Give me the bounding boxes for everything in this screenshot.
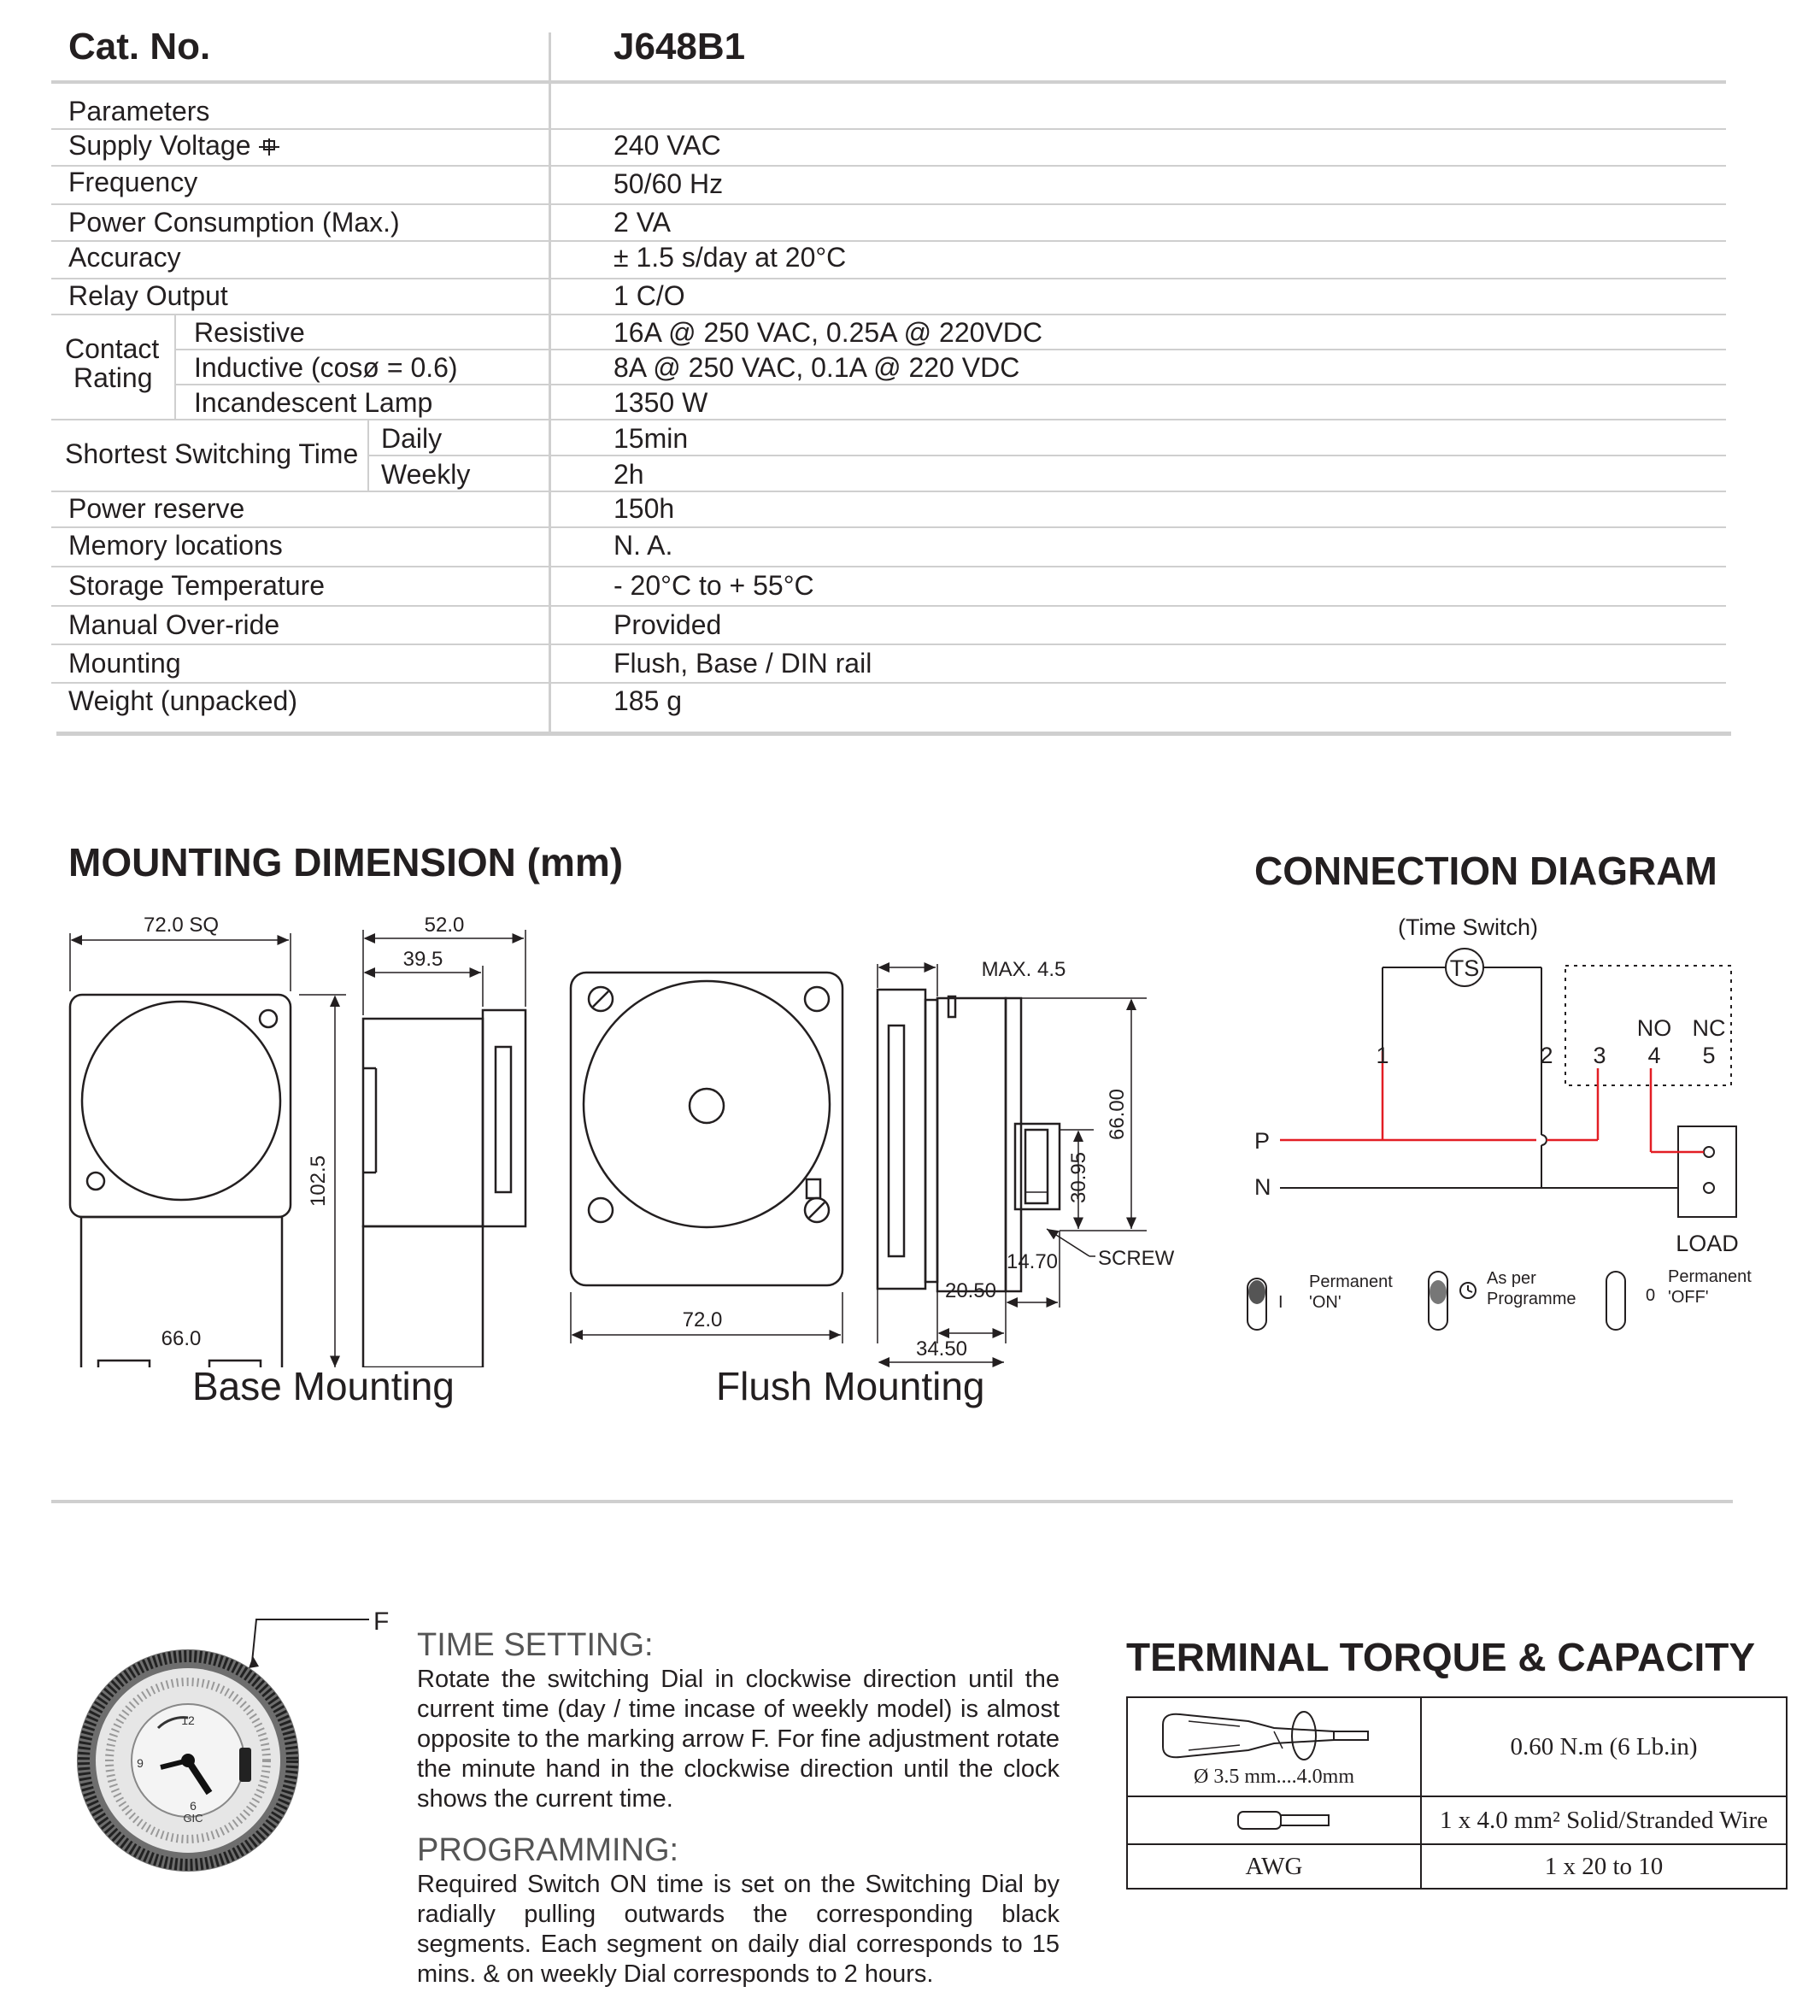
wire-icon (1214, 1807, 1334, 1833)
param-label: Weekly (381, 459, 471, 490)
load-label: LOAD (1676, 1231, 1739, 1256)
dim-72: 72.0 (682, 1308, 723, 1331)
row-rule (51, 314, 1726, 315)
wire-cell (1127, 1796, 1421, 1844)
param-value: 1 C/O (614, 280, 685, 311)
dim-66-00: 66.00 (1106, 1088, 1129, 1141)
param-label: Daily (381, 423, 443, 454)
row-rule (51, 278, 1726, 279)
switch-auto-icon (1430, 1280, 1447, 1304)
legend-off-text: 'OFF' (1668, 1288, 1709, 1307)
row-rule (51, 419, 1726, 420)
svg-text:9: 9 (137, 1756, 144, 1770)
legend-on-text: Permanent (1309, 1272, 1393, 1291)
legend-off-symbol: 0 (1646, 1286, 1656, 1305)
terminal-1: 1 (1376, 1043, 1389, 1068)
row-rule (51, 682, 1726, 684)
param-label: Memory locations (68, 530, 283, 561)
connection-title: CONNECTION DIAGRAM (1254, 849, 1717, 893)
param-label: Parameters (68, 96, 210, 126)
legend-auto-text: Programme (1487, 1290, 1576, 1308)
param-value: Flush, Base / DIN rail (614, 648, 872, 679)
param-label: Power reserve (68, 493, 245, 524)
flush-mounting-caption: Flush Mounting (716, 1364, 985, 1408)
param-label: Relay Output (68, 280, 228, 311)
row-rule (51, 644, 1726, 645)
dim-72sq: 72.0 SQ (143, 914, 220, 937)
row-rule (51, 491, 1726, 492)
param-value: 240 VAC (614, 130, 721, 161)
table-bottom-rule (56, 732, 1731, 736)
dim-102-5: 102.5 (307, 1155, 330, 1208)
dial-brand: GIC (183, 1812, 203, 1825)
awg-value: 1 x 20 to 10 (1421, 1844, 1787, 1889)
flush-dial-outline (584, 981, 830, 1227)
svg-text:12: 12 (181, 1713, 195, 1727)
terminal-4: 4 (1647, 1043, 1661, 1068)
dim-14-70: 14.70 (1006, 1250, 1059, 1273)
param-value: 2 VA (614, 207, 671, 238)
group-divider (174, 314, 176, 419)
param-label: Weight (unpacked) (68, 685, 297, 716)
dial-marker-f: F (373, 1608, 390, 1636)
cat-no-label: Cat. No. (68, 26, 211, 68)
header-rule (51, 80, 1726, 84)
row-rule (367, 455, 1726, 456)
legend-on-symbol: I (1278, 1293, 1283, 1312)
terminal-2: 2 (1540, 1043, 1553, 1068)
dim-66: 66.0 (161, 1327, 202, 1350)
mounting-drawings (0, 906, 1196, 1367)
param-label: Supply Voltage (68, 130, 251, 161)
row-rule (51, 128, 1726, 130)
row-rule (51, 203, 1726, 205)
phase-label: P (1254, 1128, 1271, 1154)
screwdriver-icon (1154, 1706, 1394, 1766)
param-value: 150h (614, 493, 675, 524)
no-label: NO (1636, 1015, 1672, 1041)
terminal-3: 3 (1593, 1043, 1606, 1068)
param-label: Incandescent Lamp (194, 387, 433, 418)
terminal-5: 5 (1702, 1043, 1716, 1068)
neutral-label: N (1254, 1174, 1271, 1200)
row-rule (51, 605, 1726, 607)
svg-text:6: 6 (190, 1799, 197, 1813)
dim-20-50: 20.50 (944, 1279, 997, 1302)
switching-time-label: Shortest Switching Time (65, 438, 359, 469)
row-rule (51, 240, 1726, 242)
time-switch-label: (Time Switch) (1397, 914, 1539, 940)
param-value: ± 1.5 s/day at 20°C (614, 242, 847, 273)
dim-34-50: 34.50 (915, 1337, 968, 1361)
row-rule (51, 566, 1726, 567)
mounting-title: MOUNTING DIMENSION (mm) (68, 840, 624, 885)
param-label: Mounting (68, 648, 181, 679)
param-label: Accuracy (68, 242, 181, 273)
contact-rating-label: Contact (65, 333, 160, 364)
row-rule (175, 349, 1726, 350)
param-value: 8A @ 250 VAC, 0.1A @ 220 VDC (614, 352, 1020, 383)
param-value: 1350 W (614, 387, 708, 418)
param-value: 15min (614, 423, 689, 454)
param-label: Manual Over-ride (68, 609, 280, 640)
legend-on-text: 'ON' (1309, 1293, 1342, 1312)
time-setting-text: Rotate the switching Dial in clockwise direction until the current time (day / time incase of weekly model) is almost opposite to the marking arrow F. For fine adjustment rotate the minute hand in the clockwise direction until the clock shows the current time. (417, 1666, 1060, 1813)
time-setting-title: TIME SETTING: (417, 1627, 654, 1663)
timer-dial-image (68, 1590, 410, 1931)
dim-30-95: 30.95 (1067, 1151, 1090, 1204)
nc-label: NC (1692, 1015, 1726, 1041)
terminal-table (1126, 1696, 1788, 1890)
group-divider (367, 419, 369, 491)
param-label: Storage Temperature (68, 570, 326, 601)
cat-no-value: J648B1 (614, 26, 746, 68)
param-label: Power Consumption (Max.) (68, 207, 400, 238)
param-value: N. A. (614, 530, 673, 561)
screwdriver-cell (1127, 1697, 1421, 1796)
legend-off-text: Permanent (1668, 1267, 1752, 1286)
connection-diagram (1230, 906, 1820, 1350)
param-value: 185 g (614, 685, 683, 716)
dim-39-5: 39.5 (402, 948, 443, 971)
screw-label: SCREW (1098, 1247, 1175, 1270)
terminal-title: TERMINAL TORQUE & CAPACITY (1126, 1635, 1756, 1679)
param-value: - 20°C to + 55°C (614, 570, 814, 601)
contact-rating-label: Rating (73, 362, 153, 393)
switch-on-icon (1248, 1280, 1265, 1304)
awg-label: AWG (1127, 1844, 1421, 1889)
param-label: Frequency (68, 167, 198, 197)
param-value: 50/60 Hz (614, 168, 724, 199)
param-label: Resistive (194, 317, 305, 348)
dim-max-4-5: MAX. 4.5 (981, 958, 1066, 981)
row-rule (175, 384, 1726, 385)
row-rule (51, 526, 1726, 528)
flush-front-body (571, 973, 842, 1285)
legend-auto-text: As per (1487, 1269, 1536, 1288)
base-dial-outline (82, 1002, 280, 1200)
dim-52: 52.0 (424, 914, 465, 937)
screwdriver-size: Ø 3.5 mm....4.0mm (1193, 1765, 1354, 1788)
base-mounting-caption: Base Mounting (192, 1364, 455, 1408)
param-label: Inductive (cosø = 0.6) (194, 352, 458, 383)
row-rule (51, 165, 1726, 167)
programming-text: Required Switch ON time is set on the Switching Dial by radially pulling outwards the corresponding black segments. Each segment on daily dial corresponds to 15 mins. & on weekly Dial corresponds to 2 hours. (417, 1871, 1060, 1988)
wire-capacity: 1 x 4.0 mm² Solid/Stranded Wire (1421, 1796, 1787, 1844)
param-value: 2h (614, 459, 644, 490)
ts-label: TS (1449, 955, 1480, 981)
param-value: Provided (614, 609, 722, 640)
ac-supply-icon (258, 137, 280, 157)
torque-value: 0.60 N.m (6 Lb.in) (1421, 1697, 1787, 1796)
section-divider (51, 1500, 1733, 1503)
param-value: 16A @ 250 VAC, 0.25A @ 220VDC (614, 317, 1042, 348)
programming-title: PROGRAMMING: (417, 1832, 679, 1868)
